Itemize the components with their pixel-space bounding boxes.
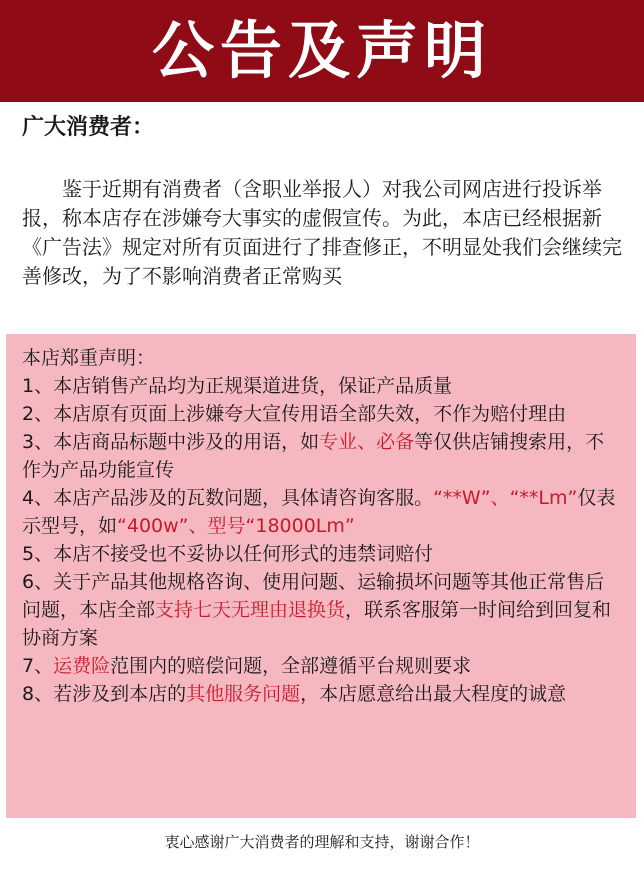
greeting: 广大消费者：	[22, 115, 155, 140]
highlight-units: “**W”、“**Lm”	[433, 487, 578, 509]
notice-item-text: 等仅供店铺搜索用，不作为产品功能宣传	[22, 431, 605, 481]
notice-item-text: 范围内的赔偿问题，全部遵循平台规则要求	[110, 655, 472, 677]
highlight-keywords: 专业、必备	[319, 431, 415, 453]
intro-text: 鉴于近期有消费者（含职业举报人）对我公司网店进行投诉举报，称本店存在涉嫌夸大事实的虚假宣传。为此，本店已经根据新《广告法》规定对所有页面进行了排查修正，不明显处我们会继续完善修改，为了不影响消费者正常购买	[22, 177, 622, 288]
notice-item-3	[22, 428, 622, 484]
notice-item-text: 6、关于产品其他规格咨询、使用问题、运输损坏问题等其他正常售后问题，本店全部	[22, 571, 605, 621]
notice-item-text: 2、本店原有页面上涉嫌夸大宣传用语全部失效，不作为赔付理由	[22, 403, 567, 425]
notice-item-text: 1、本店销售产品均为正规渠道进货，保证产品质量	[22, 375, 453, 397]
notice-item-2	[22, 400, 622, 428]
notice-item-text: 5、本店不接受也不妥协以任何形式的违禁词赔付	[22, 543, 434, 565]
highlight-other-services: 其他服务问题	[186, 683, 301, 705]
notice-item-4	[22, 484, 622, 540]
notice-item-text: ，本店愿意给出最大程度的诚意	[300, 683, 567, 705]
notice-box	[6, 334, 636, 818]
notice-list	[22, 372, 622, 708]
notice-item-text: 4、本店产品涉及的瓦数问题，具体请咨询客服。	[22, 487, 434, 509]
notice-item-6	[22, 568, 622, 652]
notice-item-8	[22, 680, 622, 708]
notice-item-text: 8、若涉及到本店的	[22, 683, 187, 705]
highlight-shipping-insurance: 运费险	[53, 655, 111, 677]
notice-item-text: 仅表示型号，如	[22, 487, 616, 537]
header-banner	[0, 0, 644, 102]
notice-item-text: 3、本店商品标题中涉及的用语，如	[22, 431, 320, 453]
notice-item-text: ，联系客服第一时间给到回复和协商方案	[22, 599, 612, 649]
notice-item-5	[22, 540, 622, 568]
notice-item-1	[22, 372, 622, 400]
footer-thanks: 衷心感谢广大消费者的理解和支持，谢谢合作！	[164, 833, 480, 851]
page-title: 公告及声明	[151, 14, 492, 87]
intro-paragraph	[22, 175, 622, 291]
notice-item-7	[22, 652, 622, 680]
highlight-return-policy: 支持七天无理由退换货	[155, 599, 346, 621]
highlight-examples: “400w”、型号“18000Lm”	[117, 515, 355, 537]
notice-title: 本店郑重声明：	[22, 347, 156, 369]
notice-item-text: 7、	[22, 655, 54, 677]
